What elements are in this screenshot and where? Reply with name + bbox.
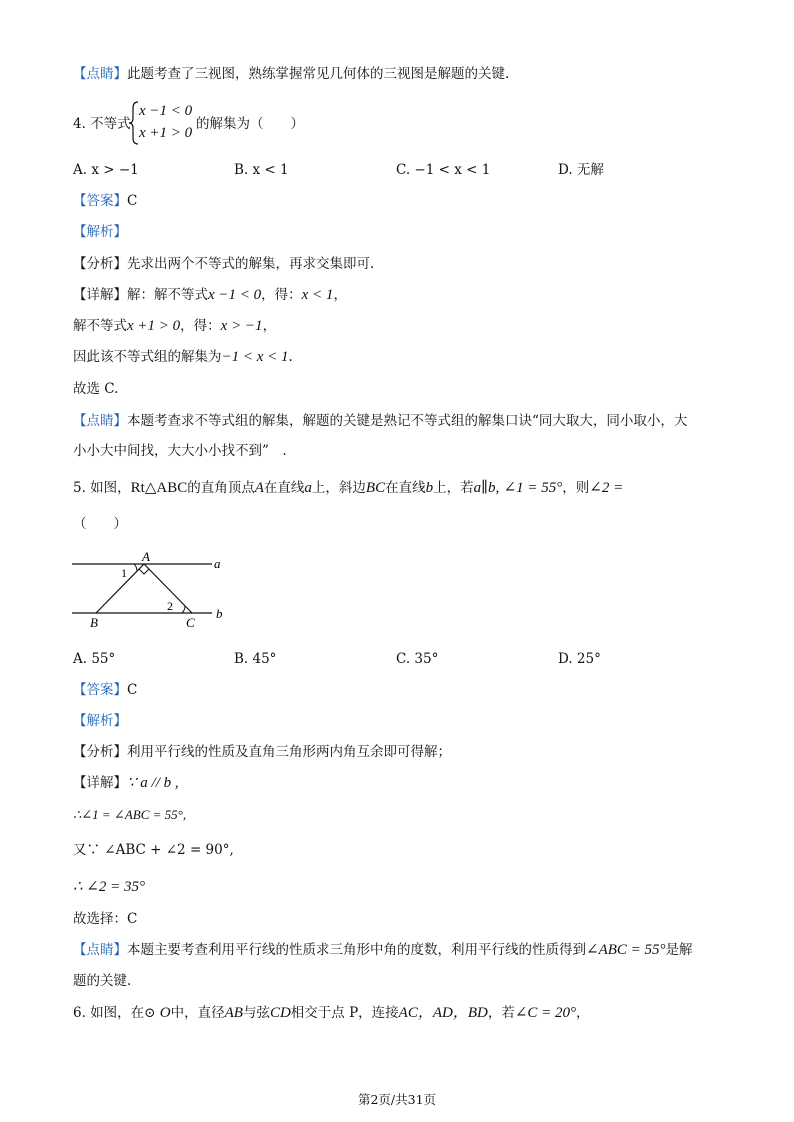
q6-stem-text4: 相交于点 P，连接 [290, 1005, 399, 1021]
q4-analysis-tag: 【解析】 [73, 224, 127, 240]
q5-stem-a: a [304, 480, 312, 496]
q5-stem-angle2: ∠2 = [589, 480, 624, 496]
q4-dianjing-text1: 本题考查求不等式组的解集，解题的关键是熟记不等式组的解集口诀“同大取大，同小取小，大 [127, 413, 688, 429]
keypoint-tag: 【点睛】 [73, 66, 127, 82]
q4-answer [73, 191, 137, 211]
q4-detail2-end: ， [262, 318, 277, 334]
q4-answer-value: C [127, 193, 138, 209]
q4-detail2-text2: ，得： [180, 318, 221, 334]
q4-dianjing-tag: 【点睛】 [73, 413, 127, 429]
page-footer: 第2页/共31页 [357, 1092, 437, 1107]
q5-detail-line1 [73, 773, 179, 793]
q5-stem-line1 [73, 478, 623, 498]
q4-dianjing-line2: 小小大中间找，大大小小找不到” . [73, 443, 287, 459]
q4-detail-tag: 【详解】 [73, 287, 127, 303]
q4-detail1-math: x −1 < 0 [208, 287, 262, 303]
q6-AB: AB [224, 1005, 243, 1021]
q5-stem-angle1: ∠1 = 55° [503, 480, 563, 496]
q6-stem-text5: ，若 [487, 1005, 515, 1021]
q4-option-a: A. x > −1 [73, 162, 139, 178]
q5-dianjing-line2: 题的关键. [73, 973, 132, 989]
q5-dianjing-text1: 本题主要考查利用平行线的性质求三角形中角的度数，利用平行线的性质得到 [127, 942, 586, 958]
q5-option-d: D. 25° [558, 651, 601, 667]
q5-stem-BC: BC [365, 480, 386, 496]
q5-stem-text3: 在直线 [263, 480, 305, 496]
q5-stem-text1: 5. 如图， [73, 480, 131, 496]
q4-detail-line1 [73, 285, 347, 305]
q4-option-d: D. 无解 [558, 162, 604, 178]
q4-detail-line3 [73, 347, 293, 367]
q5-stem-text6: 上，若 [433, 480, 474, 496]
label-b: b [216, 606, 223, 621]
q6-stem-text6: ， [576, 1005, 590, 1021]
q6-lines: AC，AD，BD [398, 1005, 488, 1021]
q5-stem-text4: 上，斜边 [311, 480, 366, 496]
angle1-arc [134, 564, 137, 571]
q5-dianjing-text2: 是解 [665, 942, 693, 958]
q5-detail-line4: ∴ ∠2 = 35° [73, 879, 145, 895]
q5-option-b: B. 45° [234, 651, 277, 667]
q6-angle: ∠C = 20° [514, 1005, 577, 1021]
q6-circle-O: O [159, 1005, 171, 1021]
q4-stem-prefix [73, 114, 131, 134]
q5-fenxi-tag: 【分析】 [73, 744, 127, 760]
q5-analysis-tag: 【解析】 [73, 713, 127, 729]
keypoint-text: 此题考查了三视图，熟练掌握常见几何体的三视图是解题的关键. [127, 66, 510, 82]
q4-detail-line4: 故选 C. [73, 381, 119, 397]
q5-detail-line2: ∴∠1 = ∠ABC = 55°, [73, 807, 187, 822]
q4-detail1-end: ， [333, 287, 347, 303]
q4-answer-tag: 【答案】 [73, 193, 127, 209]
q5-answer [73, 680, 137, 700]
side-AB [96, 564, 144, 613]
q6-stem-line1 [73, 1003, 590, 1023]
label-1: 1 [121, 566, 127, 580]
q5-answer-tag: 【答案】 [73, 682, 127, 698]
q5-dianjing-line1 [73, 940, 693, 960]
q4-fenxi-text: 先求出两个不等式的解集，再求交集即可. [127, 256, 375, 272]
label-A: A [142, 549, 150, 564]
q5-stem-A: A [254, 480, 264, 496]
q5-dianjing-math: ∠ABC = 55° [586, 942, 666, 958]
q4-fenxi [73, 254, 374, 274]
q5-option-a: A. 55° [73, 651, 116, 667]
q4-detail1-text2: ，得： [261, 287, 302, 303]
q4-system [139, 100, 192, 144]
q4-stem-tail: 的解集为（ ） [196, 116, 304, 132]
q5-stem-b: b [425, 480, 434, 496]
q4-detail3-end: . [288, 349, 293, 365]
right-angle-mark [139, 569, 149, 574]
q5-answer-value: C [127, 682, 138, 698]
angle2-arc [182, 606, 185, 613]
q4-option-c: C. −1 < x < 1 [396, 162, 491, 178]
label-B: B [90, 615, 98, 630]
q6-stem-text3: 与弦 [242, 1005, 270, 1021]
q5-figure [66, 546, 236, 632]
q5-detail-tag: 【详解】 [73, 775, 127, 791]
q6-stem-text1: 6. 如图，在 [73, 1005, 145, 1021]
q4-system-line2: x +1 > 0 [139, 125, 193, 141]
label-C: C [186, 615, 195, 630]
q5-stem-text5: 在直线 [385, 480, 426, 496]
q5-fenxi-text: 利用平行线的性质及直角三角形两内角互余即可得解； [127, 744, 451, 760]
q5-dianjing-tag: 【点睛】 [73, 942, 127, 958]
q4-detail1-result: x < 1 [301, 287, 334, 303]
q5-detail-line3: 又∵ ∠ABC + ∠2 = 90°, [73, 842, 234, 858]
q4-detail3-text: 因此该不等式组的解集为 [73, 349, 222, 365]
q5-fenxi [73, 742, 451, 762]
q4-detail2-text: 解不等式 [73, 318, 127, 334]
label-2: 2 [167, 599, 173, 613]
q5-stem-text2: 的直角顶点 [187, 480, 255, 496]
q5-detail1-math: ∵ a // b , [127, 775, 179, 791]
q4-detail2-result: x > −1 [220, 318, 263, 334]
q6-circle-symbol: ⊙ [144, 1005, 156, 1021]
q5-option-c: C. 35° [396, 651, 439, 667]
q4-detail-line2 [73, 316, 276, 336]
q4-detail2-math: x +1 > 0 [127, 318, 181, 334]
q5-detail-line5: 故选择：C [73, 911, 138, 927]
q4-option-b: B. x < 1 [234, 162, 289, 178]
q4-detail1-text: 解：解不等式 [127, 287, 208, 303]
keypoint-line [73, 64, 509, 84]
q6-stem-text2: 中，直径 [170, 1005, 225, 1021]
q5-stem-paren: （ ） [73, 516, 127, 532]
q4-dianjing-line1 [73, 411, 687, 431]
q4-fenxi-tag: 【分析】 [73, 256, 127, 272]
q4-system-line1: x −1 < 0 [139, 103, 193, 119]
q6-CD: CD [269, 1005, 291, 1021]
q5-stem-parallel: a∥b, [473, 480, 500, 496]
q4-number: 4. 不等式 [73, 116, 131, 132]
q5-stem-text7: ，则 [562, 480, 590, 496]
q4-detail3-math: −1 < x < 1 [221, 349, 289, 365]
q5-stem-rt: Rt△ABC [130, 480, 188, 496]
label-a: a [214, 556, 221, 571]
